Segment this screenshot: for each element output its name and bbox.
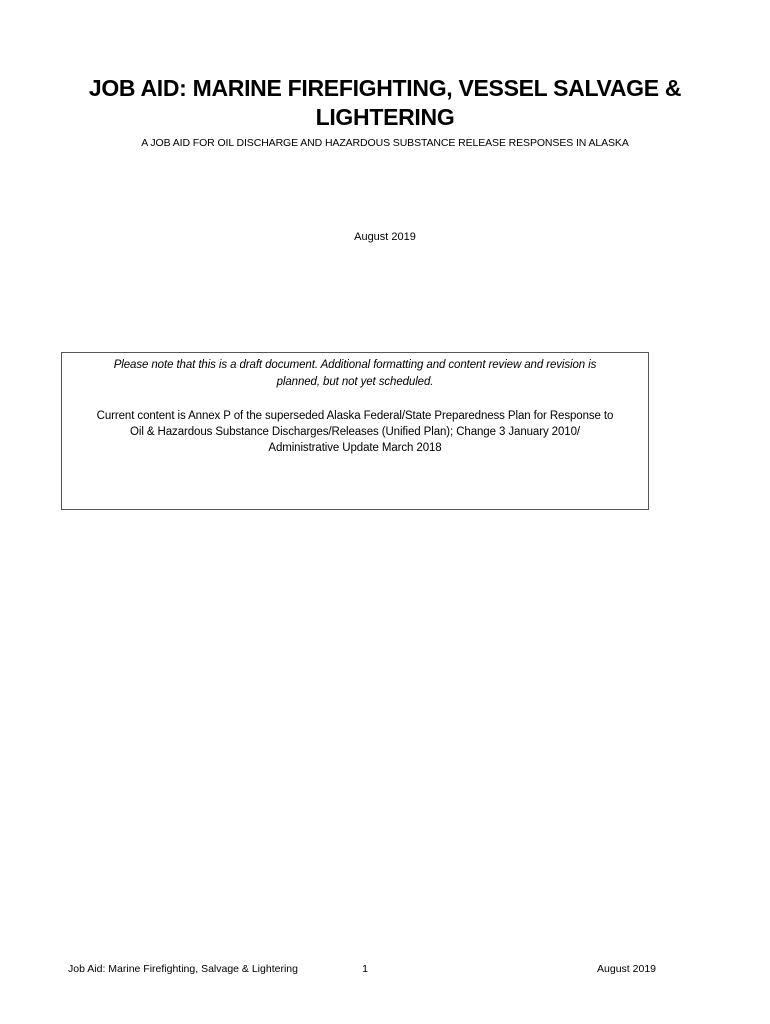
footer-page-number: 1 [362, 963, 368, 975]
document-date: August 2019 [354, 231, 416, 243]
page-footer [0, 962, 770, 978]
content-notice-line-3: Administrative Update March 2018 [268, 442, 442, 454]
footer-date: August 2019 [597, 963, 656, 975]
title-line-2: LIGHTERING [315, 104, 455, 130]
draft-notice-line-1: Please note that this is a draft document. Additional formatting and content review and revision is [113, 359, 597, 371]
content-source-notice [66, 408, 644, 456]
draft-note-box [61, 352, 649, 510]
draft-notice-line-2: planned, but not yet scheduled. [276, 376, 434, 388]
content-notice-line-1: Current content is Annex P of the superseded Alaska Federal/State Preparedness Plan for Response to [96, 410, 614, 422]
document-subtitle: A JOB AID FOR OIL DISCHARGE AND HAZARDOUS SUBSTANCE RELEASE RESPONSES IN ALASKA [141, 137, 629, 149]
title-line-1: JOB AID: MARINE FIREFIGHTING, VESSEL SALVAGE & [88, 75, 682, 101]
draft-notice [68, 357, 642, 391]
content-notice-line-2: Oil & Hazardous Substance Discharges/Releases (Unified Plan); Change 3 January 2010/ [130, 426, 580, 438]
document-title [60, 74, 710, 132]
footer-document-name: Job Aid: Marine Firefighting, Salvage & Lightering [68, 963, 298, 975]
